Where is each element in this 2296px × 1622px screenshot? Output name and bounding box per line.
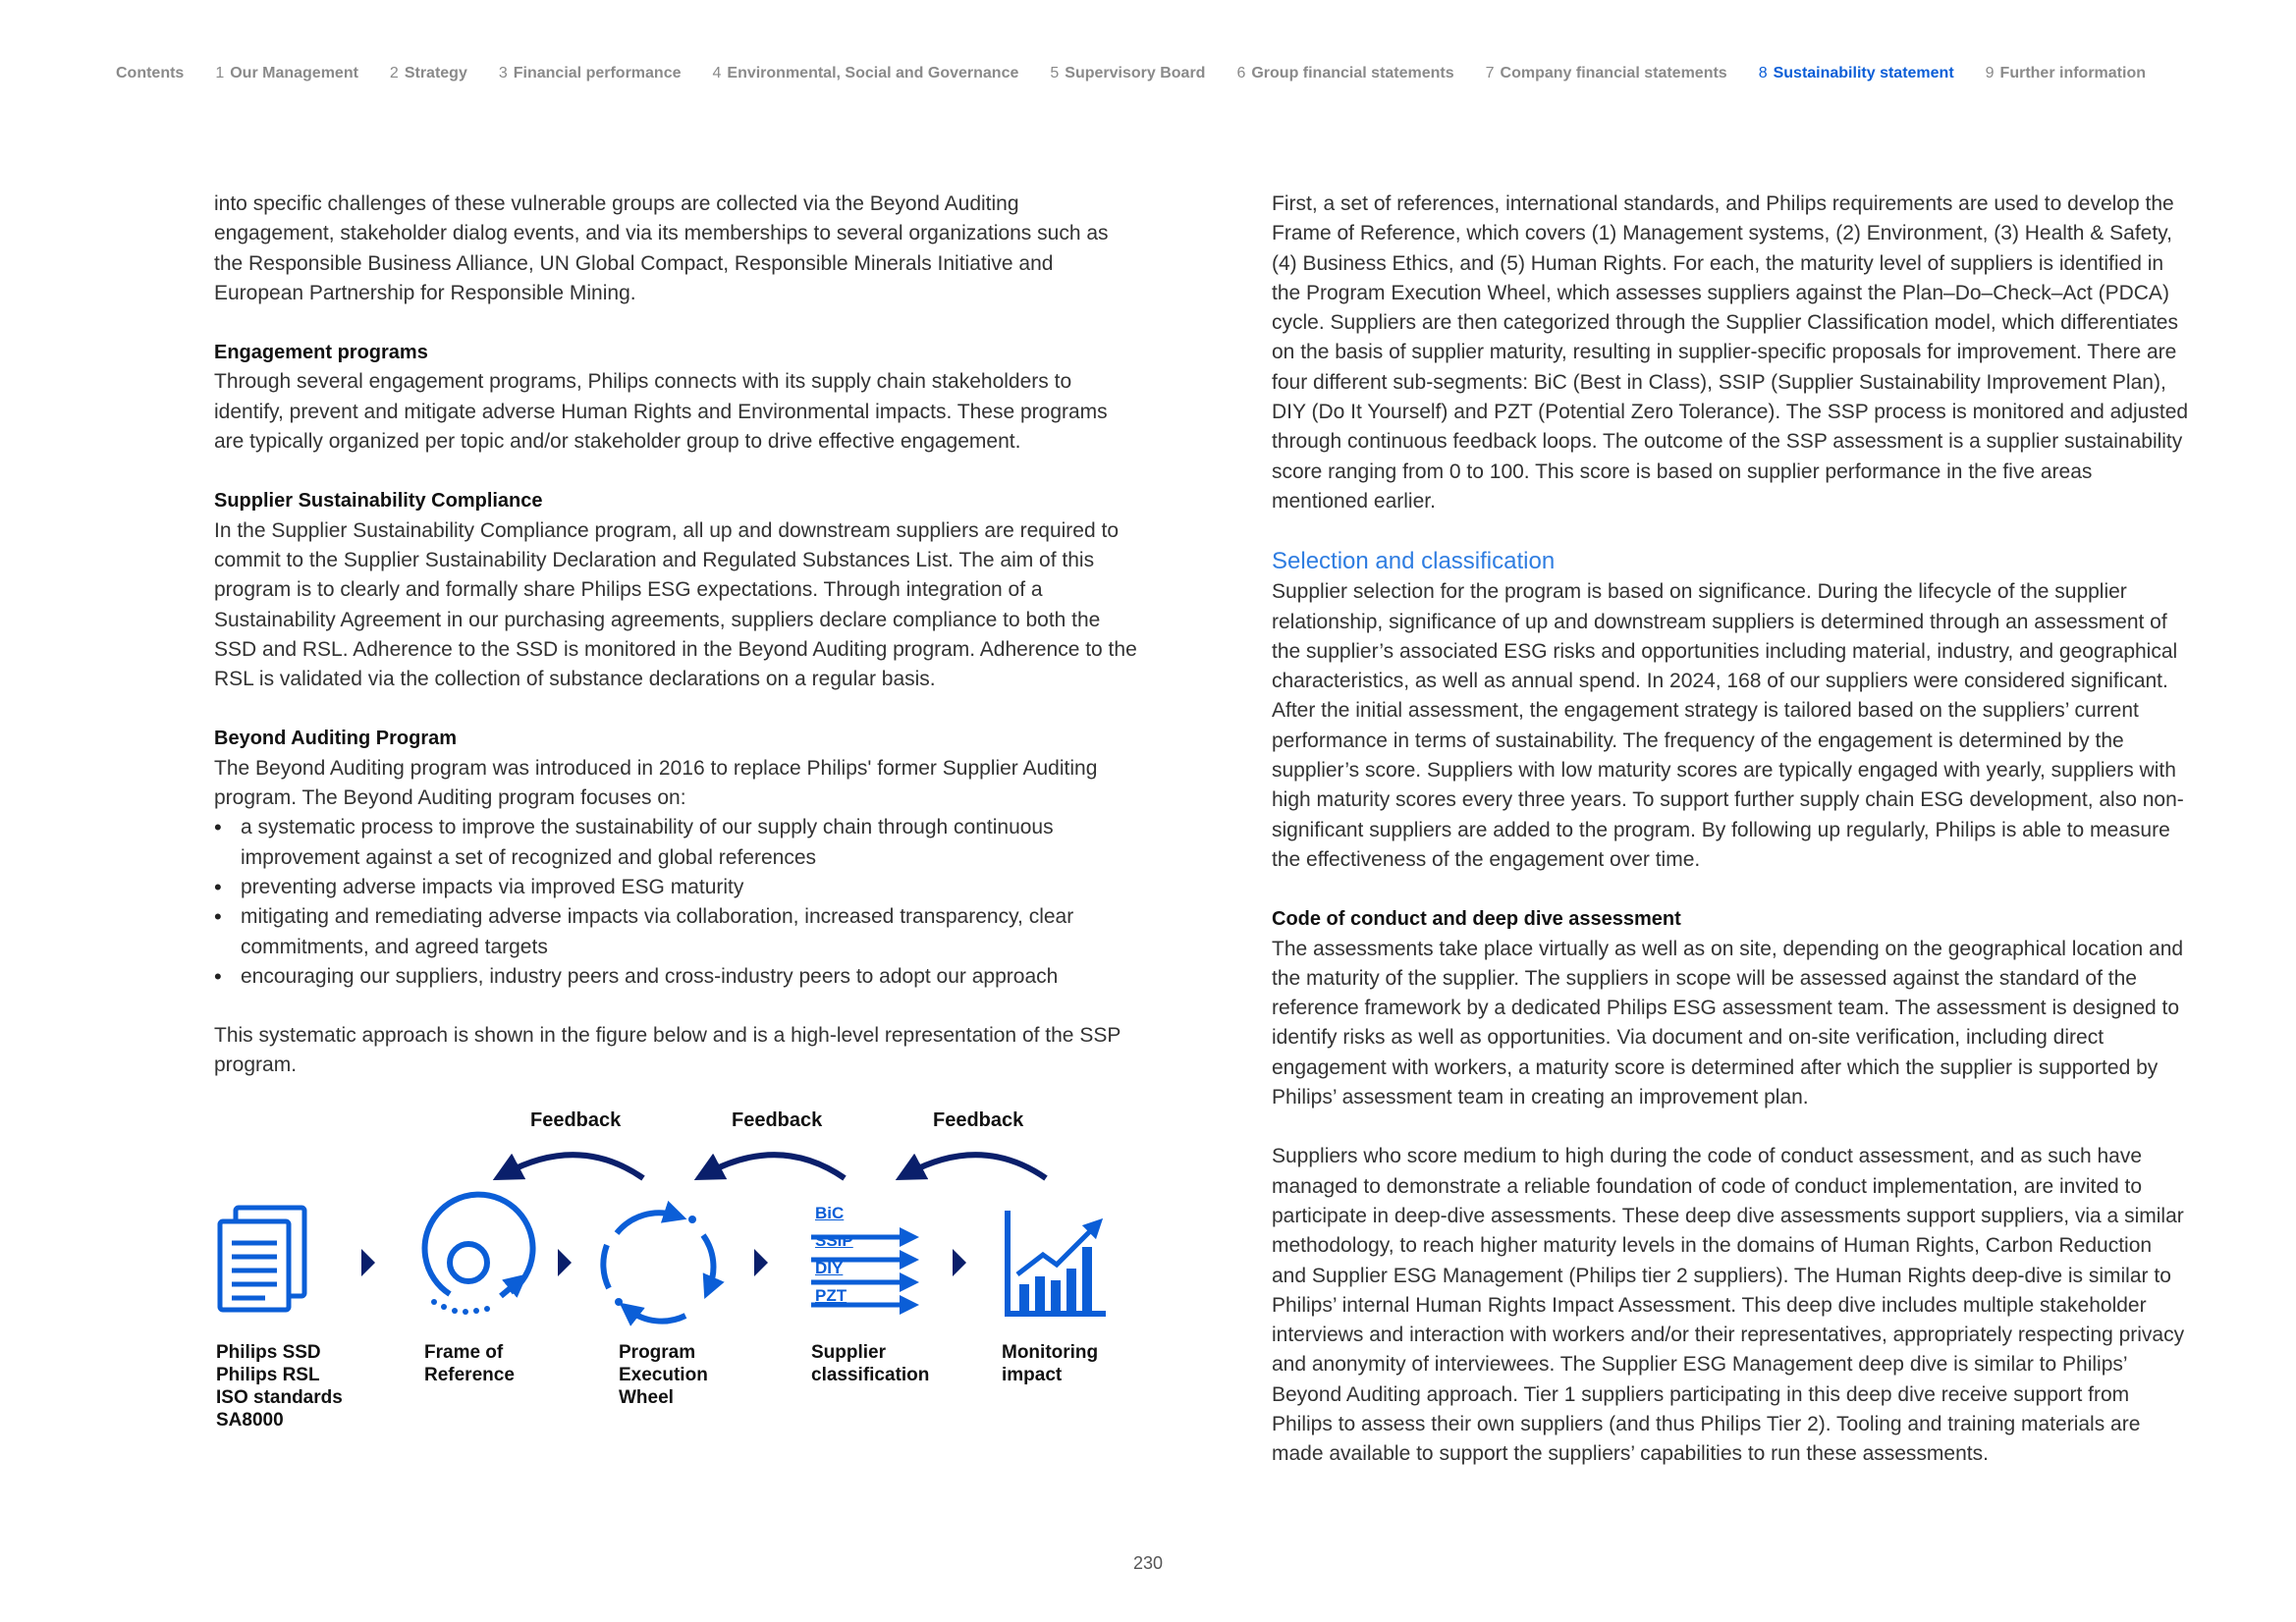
deep-dive-paragraph: Suppliers who score medium to high during the code of conduct assessment, and as such have managed to demonstrate a reliable foundation of code of conduct implementation, are invited to participate in deep-dive assessments. These deep dive assessments support suppliers, via a similar methodology, to reach higher maturity levels in the domains of Human Rights, Carbon Reduction and Supplier ESG Management (Philips tier 2 suppliers). The Human Rights deep-dive is similar to Philips’ internal Human Rights Impact Assessment. This deep dive includes multiple stakeholder interviews and interaction with workers and/or their representatives, appropriately respecting privacy and anonymity of interviewees. The Supplier ESG Management deep dive is similar to Philips’ Beyond Auditing approach. Tier 1 suppliers participating in this deep dive receive support from Philips to assess their own suppliers (and thus Philips Tier 2). Tooling and training materials are made available to support the suppliers’ capabilities to run these assessments. <box>1272 1145 2185 1466</box>
nav-company-financial-statements[interactable]: 7 Company financial statements <box>1485 65 1727 81</box>
right-column <box>1272 189 2190 1499</box>
coc-paragraph: The assessments take place virtually as well as on site, depending on the geographical location and the maturity of the supplier. The suppliers in scope will be assessed against the standard of the reference framework by a dedicated Philips ESG assessment team. The assessment is designed to identify risks as well as opportunities. Via document and on-site verification, including direct engagement with workers, a maturity score is determined after which the supplier is supported by Philips’ assessment team in creating an improvement plan. <box>1272 937 2184 1109</box>
nav-financial-performance[interactable]: 3 Financial performance <box>498 65 682 81</box>
documents-icon <box>220 1208 304 1310</box>
step-label-inputs: Philips SSD Philips RSL ISO standards SA8000 <box>216 1342 343 1431</box>
bap-bullet-list <box>214 813 1137 992</box>
ssc-heading: Supplier Sustainability Compliance <box>214 490 543 513</box>
feedback-label-3: Feedback <box>933 1109 1024 1131</box>
ssp-paragraph: First, a set of references, international standards, and Philips requirements are used to develop the Frame of Reference, which covers (1) Management systems, (2) Environment, (3) Health & Safety, (4) Business Ethics, and (5) Human Rights. For each, the maturity level of suppliers is identified in the Program Execution Wheel, which assesses suppliers against the Plan–Do–Check–Act (PDCA) cycle. Suppliers are then categorized through the Supplier Classification model, which differentiates on the basis of supplier maturity, resulting in supplier-specific proposals for improvement. There are four different sub-segments: BiC (Best in Class), SSIP (Supplier Sustainability Improvement Plan), DIY (Do It Yourself) and PZT (Potential Zero Tolerance). The SSP process is monitored and adjusted through continuous feedback loops. The outcome of the SSP assessment is a supplier sustainability score ranging from 0 to 100. This score is based on supplier performance in the five areas mentioned earlier. <box>1272 192 2189 513</box>
feedback-label-1: Feedback <box>530 1109 622 1131</box>
left-column <box>214 189 1137 1110</box>
list-item: • a systematic process to improve the sustainability of our supply chain through continuous improvement against a set of recognized and global references <box>214 813 1137 873</box>
segment-bic: BiC <box>815 1204 845 1222</box>
top-navigation <box>116 65 2237 82</box>
selection-heading: Selection and classification <box>1272 548 1556 575</box>
feedback-label-2: Feedback <box>732 1109 823 1131</box>
nav-group-financial-statements[interactable]: 6 Group financial statements <box>1236 65 1454 81</box>
feedback-arrow-3-icon <box>908 1155 1046 1178</box>
diagram-graphics <box>206 1109 1120 1345</box>
closing-paragraph: This systematic approach is shown in the figure below and is a high-level representation of the SSP program. <box>214 1024 1121 1077</box>
selection-paragraph: Supplier selection for the program is based on significance. During the lifecycle of the supplier relationship, significance of up and downstream suppliers is determined through an assessment of the supplier’s associated ESG risks and opportunities including material, industry, and geographical characteristics, as well as annual spend. In 2024, 168 of our suppliers were considered significant. After the initial assessment, the engagement strategy is tailored based on the suppliers’ current performance in terms of sustainability. The frequency of the engagement is determined by the supplier’s score. Suppliers with low maturity scores are typically engaged with yearly, suppliers with high maturity scores every three years. To support further supply chain ESG development, also non-significant suppliers are added to the program. By following up regularly, Philips is able to measure the effectiveness of the engagement over time. <box>1272 580 2184 871</box>
intro-paragraph: into specific challenges of these vulnerable groups are collected via the Beyond Auditing engagement, stakeholder dialog events, and via its memberships to several organizations such as the Responsible Business Alliance, UN Global Compact, Responsible Minerals Initiative and European Partnership for Responsible Mining. <box>214 192 1109 304</box>
step-label-supplier-classification: Supplier classification <box>811 1342 930 1385</box>
flow-arrow-4-icon <box>953 1249 966 1276</box>
coc-heading: Code of conduct and deep dive assessment <box>1272 908 1681 931</box>
flow-arrow-1-icon <box>361 1249 375 1276</box>
ssc-paragraph: In the Supplier Sustainability Compliance program, all up and downstream suppliers are required to commit to the Supplier Sustainability Declaration and Regulated Substances List. The aim of this program is to clearly and formally share Philips ESG expectations. Through integration of a Sustainability Agreement in our purchasing agreements, suppliers declare compliance to both the SSD and RSL. Adherence to the SSD is monitored in the Beyond Auditing program. Adherence to the RSL is validated via the collection of substance declarations on a regular basis. <box>214 518 1137 691</box>
nav-esg[interactable]: 4 Environmental, Social and Governance <box>712 65 1019 81</box>
nav-contents[interactable]: Contents <box>116 65 185 81</box>
step-label-monitoring-impact: Monitoring impact <box>1002 1342 1099 1385</box>
segment-diy: DIY <box>815 1259 844 1277</box>
ssp-diagram <box>206 1109 1120 1443</box>
flow-arrow-2-icon <box>558 1249 572 1276</box>
list-item: • encouraging our suppliers, industry peers and cross-industry peers to adopt our approach <box>214 962 1137 992</box>
engagement-paragraph: Through several engagement programs, Philips connects with its supply chain stakeholders to identify, prevent and mitigate adverse Human Rights and Environmental impacts. These programs are typically organized per topic and/or stakeholder group to drive effective engagement. <box>214 370 1108 454</box>
cycle-icon <box>603 1213 713 1321</box>
bap-heading: Beyond Auditing Program <box>214 728 458 750</box>
list-item: • mitigating and remediating adverse impacts via collaboration, increased transparency, clear commitments, and agreed targets <box>214 902 1137 962</box>
nav-further-information[interactable]: 9 Further information <box>1985 65 2146 81</box>
step-label-program-execution-wheel: Program Execution Wheel <box>619 1342 708 1408</box>
target-icon <box>425 1195 533 1315</box>
flow-arrow-3-icon <box>754 1249 768 1276</box>
growth-chart-icon <box>1008 1211 1106 1314</box>
feedback-arrow-2-icon <box>707 1155 845 1178</box>
segment-ssip: SSIP <box>815 1231 853 1250</box>
page-number: 230 <box>1132 1553 1164 1573</box>
segment-pzt: PZT <box>815 1286 847 1305</box>
step-label-frame-of-reference: Frame of Reference <box>424 1342 515 1385</box>
feedback-arrow-1-icon <box>506 1155 643 1178</box>
nav-sustainability-statement[interactable]: 8 Sustainability statement <box>1758 65 1954 81</box>
list-item: • preventing adverse impacts via improved ESG maturity <box>214 873 1137 902</box>
bap-paragraph: The Beyond Auditing program was introduced in 2016 to replace Philips' former Supplier Auditing program. The Beyond Auditing program focuses on: <box>214 756 1098 810</box>
nav-our-management[interactable]: 1 Our Management <box>215 65 358 81</box>
nav-strategy[interactable]: 2 Strategy <box>389 65 467 81</box>
nav-supervisory-board[interactable]: 5 Supervisory Board <box>1050 65 1206 81</box>
engagement-heading: Engagement programs <box>214 342 428 364</box>
